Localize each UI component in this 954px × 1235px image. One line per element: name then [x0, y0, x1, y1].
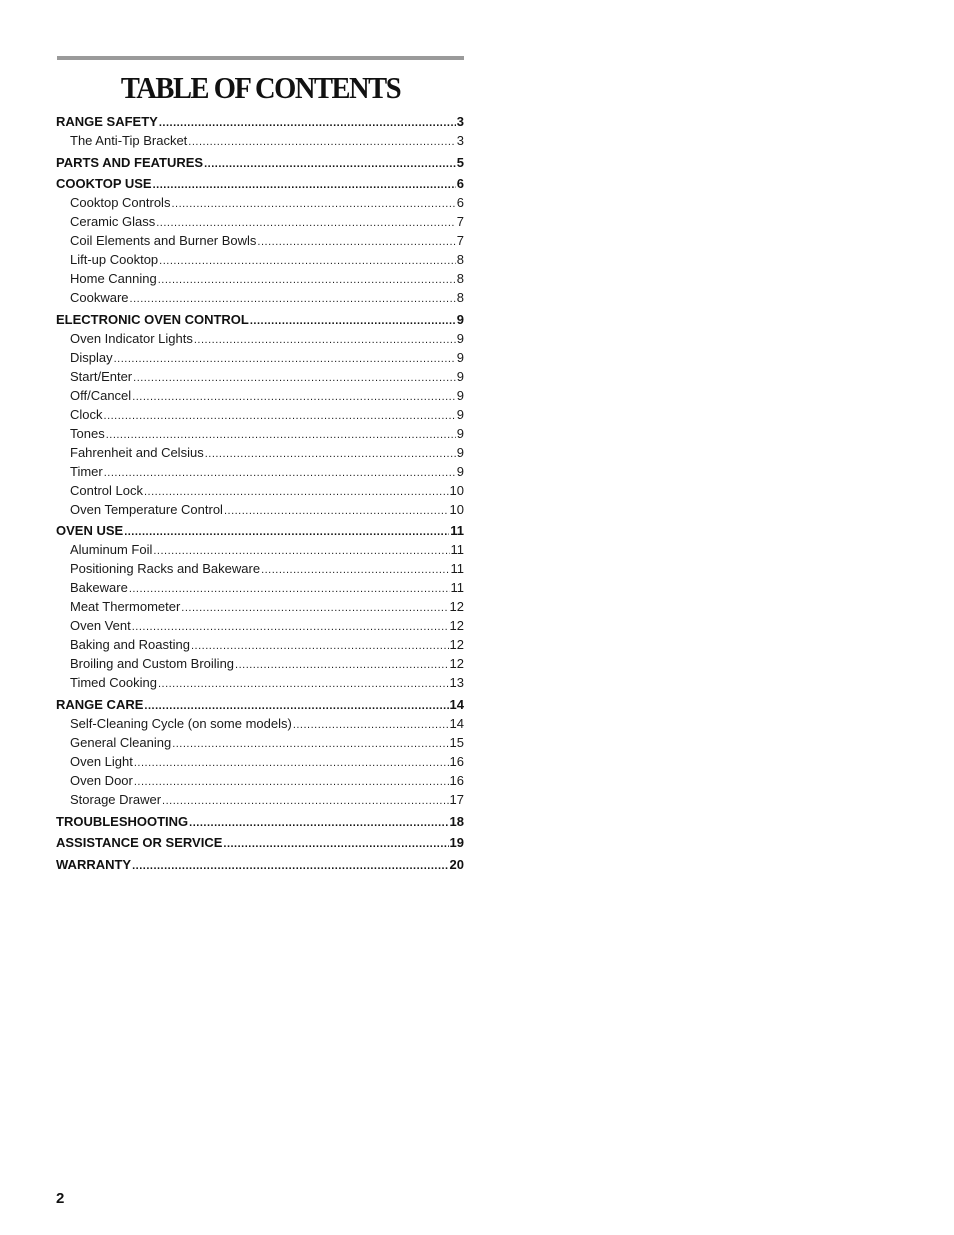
- toc-entry-label: Home Canning: [70, 271, 157, 287]
- toc-entry-page: 3: [456, 114, 464, 129]
- toc-entry-page: 11: [450, 561, 464, 577]
- toc-entry-page: 11: [450, 523, 464, 539]
- toc-subsection-entry[interactable]: [56, 715, 464, 734]
- toc-entry-label: RANGE SAFETY: [56, 114, 158, 129]
- toc-subsection-entry[interactable]: [56, 387, 464, 406]
- toc-dot-leader: [293, 717, 449, 734]
- toc-entry-label: Bakeware: [70, 580, 128, 596]
- toc-entry-label: TROUBLESHOOTING: [56, 813, 189, 829]
- toc-section-entry[interactable]: [56, 856, 464, 875]
- toc-entry-label: Tones: [70, 425, 105, 441]
- page-number: 2: [56, 1190, 65, 1207]
- toc-entry-page: 13: [449, 675, 464, 691]
- toc-entry-label: Oven Temperature Control: [70, 501, 223, 517]
- toc-entry-page: 8: [456, 290, 464, 306]
- toc-dot-leader: [223, 836, 448, 853]
- toc-entry-page: 8: [456, 252, 464, 268]
- toc-dot-leader: [261, 562, 449, 579]
- toc-subsection-entry[interactable]: [56, 289, 464, 308]
- toc-entry-page: 19: [449, 835, 464, 851]
- toc-entry-label: Clock: [70, 406, 103, 422]
- toc-section-entry[interactable]: [56, 813, 464, 832]
- toc-subsection-entry[interactable]: [56, 617, 464, 636]
- toc-subsection-entry[interactable]: [56, 349, 464, 368]
- page-title: TABLE OF CONTENTS: [120, 70, 401, 105]
- toc-dot-leader: [134, 755, 449, 772]
- toc-subsection-entry[interactable]: [56, 406, 464, 425]
- toc-dot-leader: [104, 408, 456, 425]
- toc-entry-label: Oven Indicator Lights: [70, 330, 193, 346]
- toc-list: [56, 113, 464, 875]
- toc-dot-leader: [132, 858, 448, 875]
- toc-entry-label: General Cleaning: [70, 734, 172, 750]
- toc-entry-label: Display: [70, 349, 113, 365]
- toc-entry-page: 9: [456, 425, 464, 441]
- toc-entry-label: Meat Thermometer: [70, 599, 181, 615]
- toc-subsection-entry[interactable]: [56, 560, 464, 579]
- toc-entry-page: 8: [456, 271, 464, 287]
- toc-entry-label: Lift-up Cooktop: [70, 252, 159, 268]
- toc-dot-leader: [158, 676, 449, 693]
- toc-entry-label: Cookware: [70, 290, 129, 306]
- toc-dot-leader: [181, 600, 448, 617]
- toc-subsection-entry[interactable]: [56, 213, 464, 232]
- toc-subsection-entry[interactable]: [56, 368, 464, 387]
- toc-dot-leader: [188, 134, 455, 151]
- toc-entry-label: COOKTOP USE: [56, 176, 152, 192]
- toc-subsection-entry[interactable]: [56, 232, 464, 251]
- toc-dot-leader: [144, 484, 449, 501]
- toc-entry-page: 9: [456, 444, 464, 460]
- toc-entry-page: 9: [456, 406, 464, 422]
- toc-entry-label: OVEN USE: [56, 523, 124, 539]
- toc-dot-leader: [133, 370, 456, 387]
- toc-entry-page: 18: [449, 813, 464, 829]
- toc-entry-label: Off/Cancel: [70, 387, 132, 403]
- toc-dot-leader: [205, 446, 456, 463]
- toc-section-entry[interactable]: [56, 154, 464, 173]
- toc-entry-page: 12: [449, 618, 464, 634]
- toc-dot-leader: [144, 698, 448, 715]
- toc-entry-page: 10: [449, 501, 464, 517]
- toc-subsection-entry[interactable]: [56, 734, 464, 753]
- toc-subsection-entry[interactable]: [56, 541, 464, 560]
- toc-dot-leader: [235, 657, 449, 674]
- toc-subsection-entry[interactable]: [56, 772, 464, 791]
- toc-entry-page: 9: [456, 349, 464, 365]
- toc-entry-page: 9: [456, 330, 464, 346]
- toc-entry-label: Positioning Racks and Bakeware: [70, 561, 261, 577]
- toc-subsection-entry[interactable]: [56, 425, 464, 444]
- toc-entry-label: ELECTRONIC OVEN CONTROL: [56, 311, 249, 327]
- toc-dot-leader: [204, 156, 456, 173]
- toc-dot-leader: [191, 638, 449, 655]
- toc-dot-leader: [224, 503, 449, 520]
- toc-dot-leader: [162, 793, 448, 810]
- toc-dot-leader: [159, 115, 456, 132]
- toc-dot-leader: [106, 427, 456, 444]
- toc-entry-page: 12: [449, 637, 464, 653]
- toc-entry-label: Oven Door: [70, 772, 133, 788]
- toc-entry-page: 12: [449, 599, 464, 615]
- toc-section-entry[interactable]: [56, 113, 464, 132]
- toc-entry-page: 16: [449, 772, 464, 788]
- toc-entry-label: Broiling and Custom Broiling: [70, 656, 235, 672]
- toc-subsection-entry[interactable]: [56, 463, 464, 482]
- toc-dot-leader: [189, 815, 448, 832]
- toc-dot-leader: [159, 253, 456, 270]
- toc-entry-page: 20: [449, 856, 464, 872]
- top-divider: [57, 56, 464, 60]
- toc-entry-label: ASSISTANCE OR SERVICE: [56, 835, 223, 851]
- toc-dot-leader: [156, 215, 456, 232]
- toc-subsection-entry[interactable]: [56, 753, 464, 772]
- toc-entry-label: Oven Vent: [70, 618, 131, 634]
- toc-dot-leader: [132, 619, 449, 636]
- toc-subsection-entry[interactable]: [56, 270, 464, 289]
- toc-subsection-entry[interactable]: [56, 598, 464, 617]
- toc-entry-label: Start/Enter: [70, 368, 133, 384]
- toc-dot-leader: [153, 543, 449, 560]
- toc-subsection-entry[interactable]: [56, 636, 464, 655]
- toc-subsection-entry[interactable]: [56, 579, 464, 598]
- toc-dot-leader: [129, 581, 450, 598]
- toc-entry-label: Timer: [70, 463, 103, 479]
- toc-entry-page: 7: [456, 214, 464, 230]
- toc-section-entry[interactable]: [56, 311, 464, 330]
- toc-entry-page: 3: [456, 133, 464, 148]
- toc-entry-page: 14: [449, 696, 464, 712]
- toc-entry-page: 11: [450, 580, 464, 596]
- toc-dot-leader: [114, 351, 456, 368]
- toc-entry-label: Cooktop Controls: [70, 195, 171, 211]
- toc-subsection-entry[interactable]: [56, 132, 464, 151]
- toc-entry-label: Baking and Roasting: [70, 637, 190, 653]
- toc-subsection-entry[interactable]: [56, 251, 464, 270]
- toc-entry-label: Fahrenheit and Celsius: [70, 444, 204, 460]
- toc-entry-page: 6: [456, 176, 464, 192]
- toc-section-entry[interactable]: [56, 696, 464, 715]
- toc-entry-label: RANGE CARE: [56, 696, 144, 712]
- toc-entry-page: 6: [456, 195, 464, 211]
- toc-entry-page: 16: [449, 753, 464, 769]
- toc-entry-page: 5: [456, 154, 464, 170]
- toc-dot-leader: [132, 389, 456, 406]
- toc-subsection-entry[interactable]: [56, 482, 464, 501]
- toc-dot-leader: [134, 774, 449, 791]
- toc-entry-page: 9: [456, 387, 464, 403]
- toc-entry-page: 14: [449, 715, 464, 731]
- toc-dot-leader: [194, 332, 456, 349]
- toc-entry-label: Oven Light: [70, 753, 133, 769]
- toc-entry-page: 15: [449, 734, 464, 750]
- toc-subsection-entry[interactable]: [56, 330, 464, 349]
- toc-entry-page: 10: [449, 482, 464, 498]
- toc-dot-leader: [250, 313, 456, 330]
- toc-dot-leader: [124, 524, 449, 541]
- toc-dot-leader: [171, 196, 455, 213]
- toc-entry-page: 9: [456, 311, 464, 327]
- toc-section-entry[interactable]: [56, 175, 464, 194]
- toc-entry-label: WARRANTY: [56, 856, 132, 872]
- toc-entry-label: Storage Drawer: [70, 791, 162, 807]
- toc-entry-label: Control Lock: [70, 482, 143, 498]
- toc-entry-page: 7: [456, 233, 464, 249]
- toc-entry-label: Timed Cooking: [70, 675, 157, 691]
- toc-section-entry[interactable]: [56, 834, 464, 853]
- toc-entry-page: 9: [456, 368, 464, 384]
- toc-dot-leader: [104, 465, 456, 482]
- toc-subsection-entry[interactable]: [56, 655, 464, 674]
- toc-dot-leader: [158, 272, 456, 289]
- toc-dot-leader: [153, 177, 456, 194]
- toc-entry-page: 11: [450, 542, 464, 558]
- toc-entry-label: PARTS AND FEATURES: [56, 154, 204, 170]
- toc-subsection-entry[interactable]: [56, 444, 464, 463]
- toc-subsection-entry[interactable]: [56, 674, 464, 693]
- toc-dot-leader: [172, 736, 448, 753]
- toc-dot-leader: [257, 234, 455, 251]
- toc-subsection-entry[interactable]: [56, 791, 464, 810]
- toc-entry-page: 12: [449, 656, 464, 672]
- toc-subsection-entry[interactable]: [56, 194, 464, 213]
- toc-entry-label: Coil Elements and Burner Bowls: [70, 233, 257, 249]
- toc-entry-label: Self-Cleaning Cycle (on some models): [70, 715, 292, 731]
- toc-entry-label: Aluminum Foil: [70, 542, 153, 558]
- toc-entry-page: 17: [449, 791, 464, 807]
- toc-entry-label: The Anti-Tip Bracket: [70, 133, 188, 148]
- toc-section-entry[interactable]: [56, 522, 464, 541]
- toc-entry-page: 9: [456, 463, 464, 479]
- toc-dot-leader: [130, 291, 456, 308]
- toc-entry-label: Ceramic Glass: [70, 214, 156, 230]
- toc-subsection-entry[interactable]: [56, 501, 464, 520]
